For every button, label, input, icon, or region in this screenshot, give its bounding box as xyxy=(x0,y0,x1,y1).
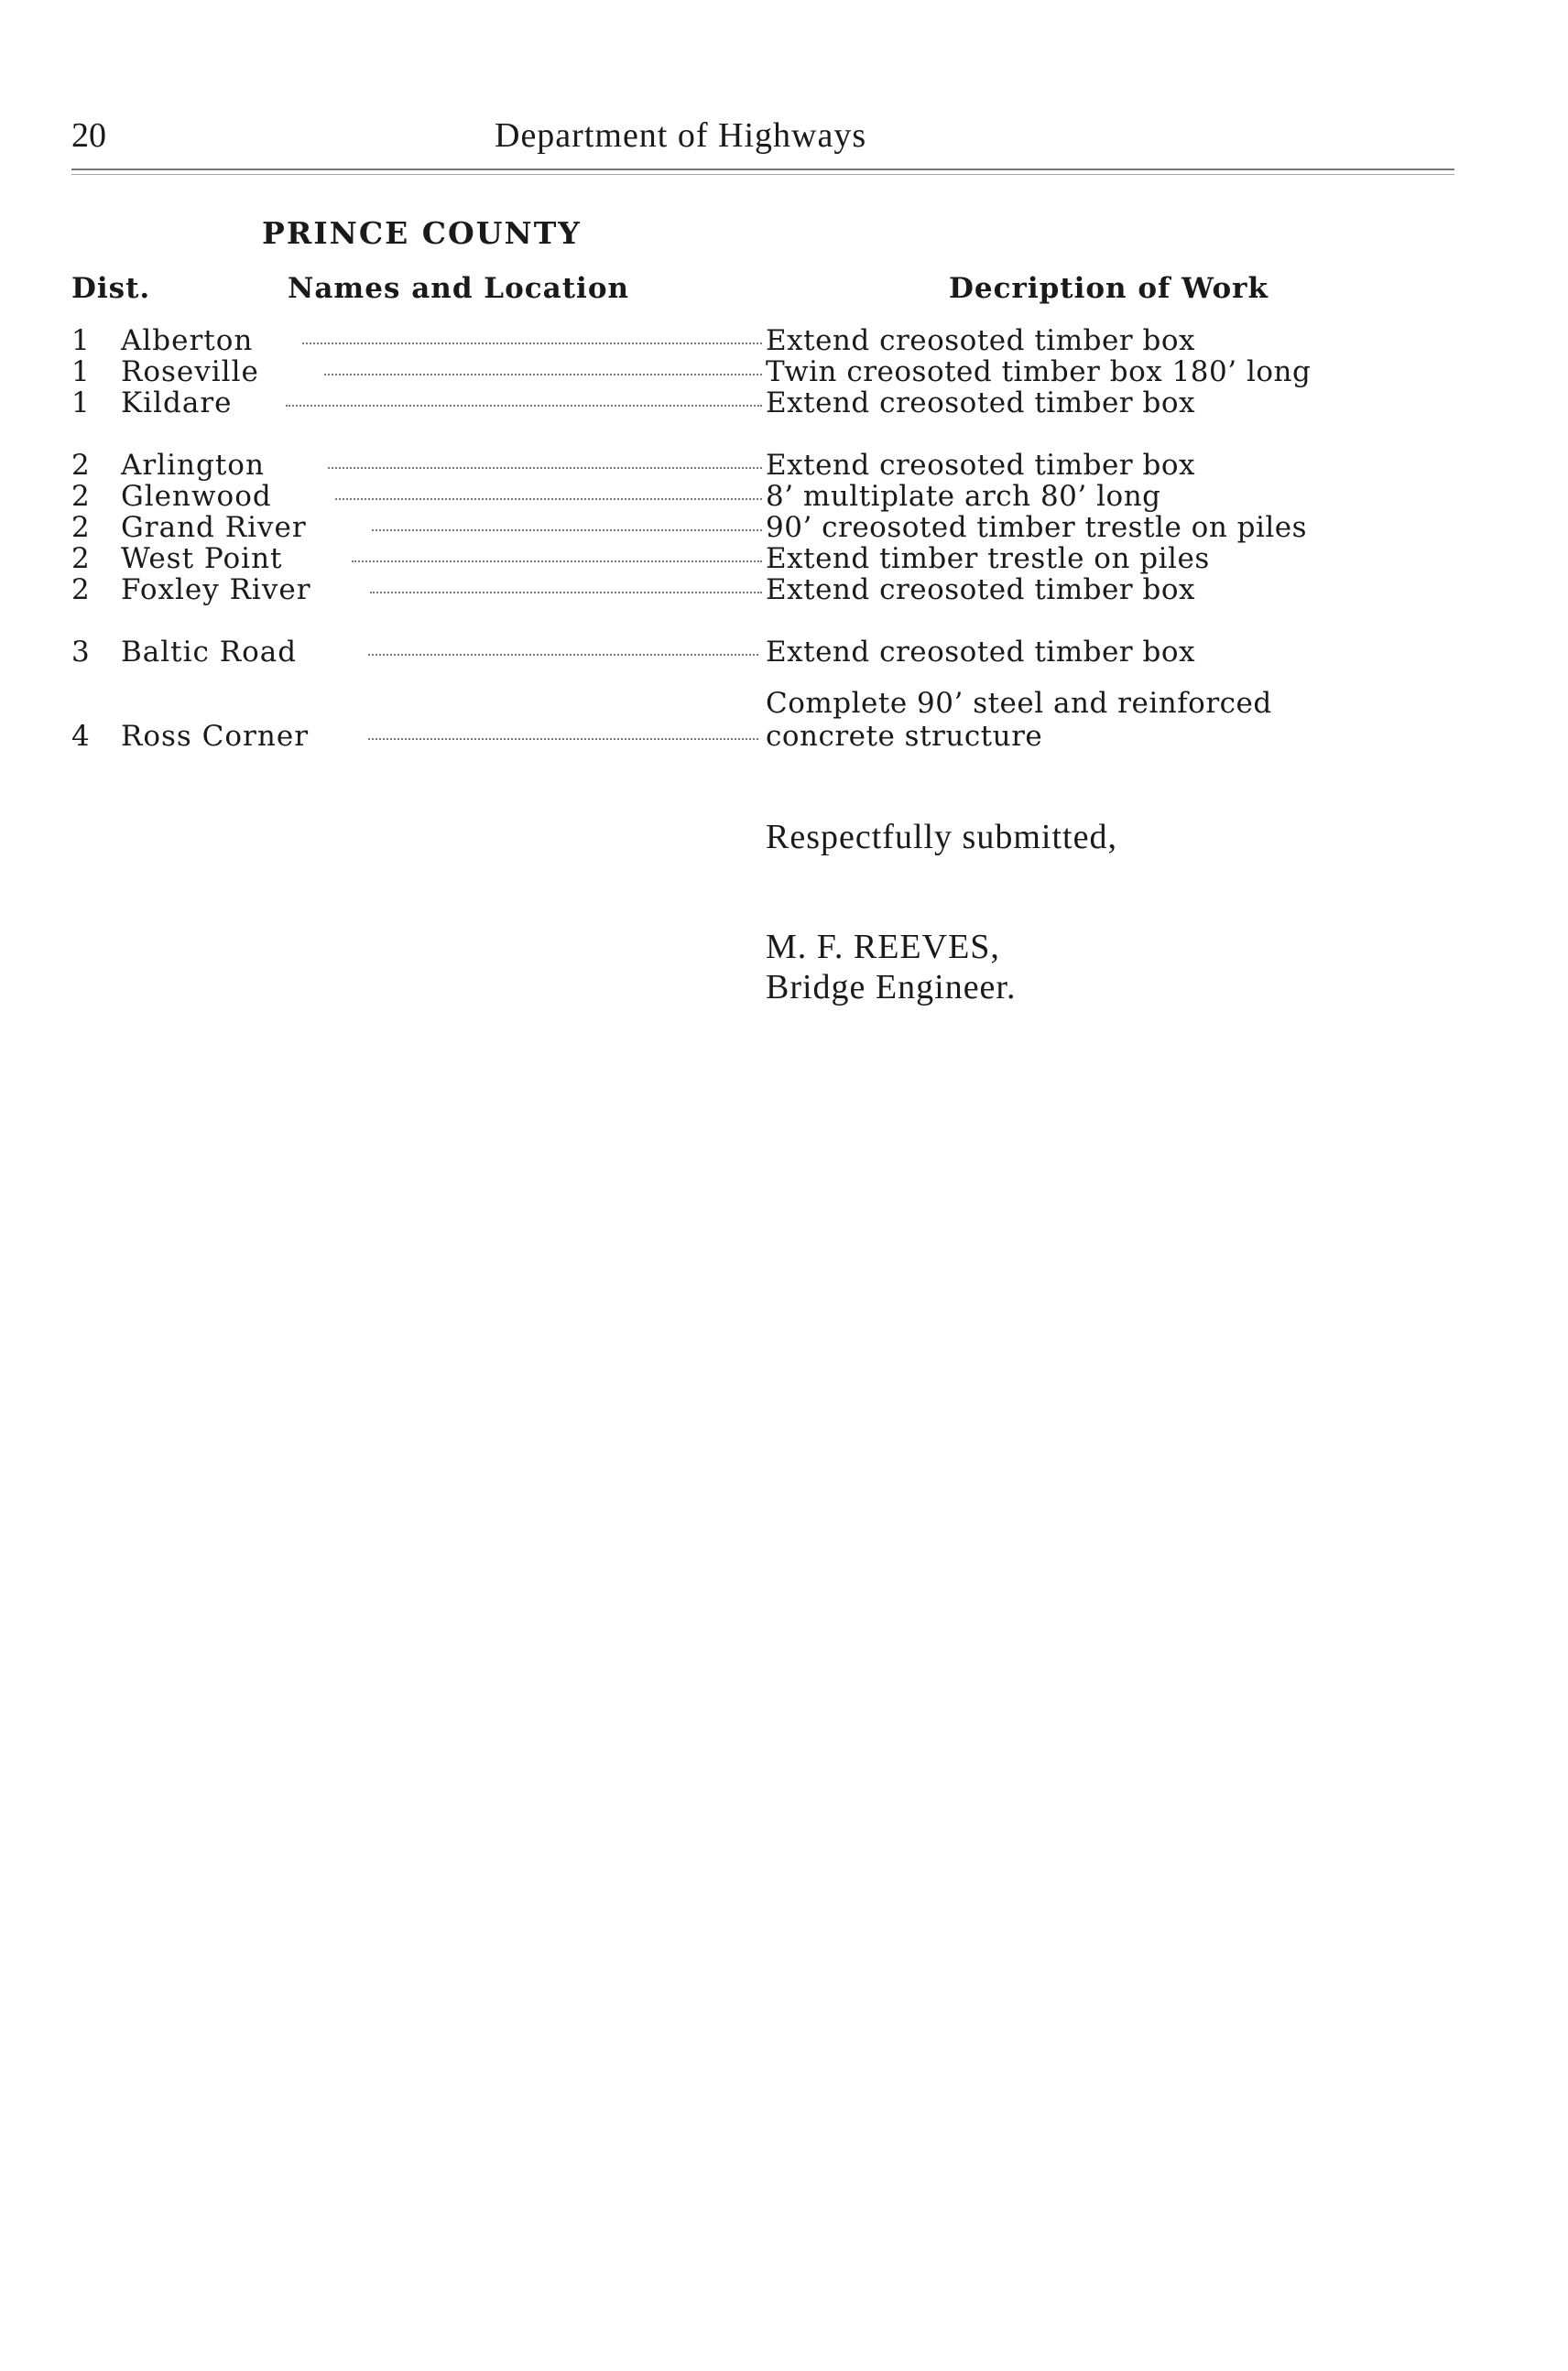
page-header xyxy=(71,108,1454,163)
table-row xyxy=(71,511,1372,544)
table-row xyxy=(71,386,1372,419)
table-row xyxy=(71,720,1372,753)
row-dist: 3 xyxy=(71,636,90,669)
row-dist: 2 xyxy=(71,573,90,606)
dot-leader xyxy=(302,343,762,344)
row-description: 90’ creosoted timber trestle on piles xyxy=(766,511,1308,544)
table-row xyxy=(71,449,1372,482)
row-name: Glenwood xyxy=(121,480,272,513)
table-row xyxy=(71,573,1372,606)
row-description: Extend timber trestle on piles xyxy=(766,542,1210,575)
dot-leader xyxy=(324,374,762,375)
table-row xyxy=(71,480,1372,513)
row-name: Grand River xyxy=(121,511,307,544)
row-description: 8’ multiplate arch 80’ long xyxy=(766,480,1161,513)
dot-leader xyxy=(372,529,762,531)
column-header-names: Names and Location xyxy=(288,272,630,305)
row-name: Baltic Road xyxy=(121,636,298,669)
row-name: Ross Corner xyxy=(121,720,310,753)
row-name: Arlington xyxy=(121,449,265,482)
page-number: 20 xyxy=(71,116,106,155)
header-rule-secondary xyxy=(71,174,1454,175)
column-header-dist: Dist. xyxy=(71,272,151,305)
row-name: Alberton xyxy=(121,324,254,357)
header-rule xyxy=(71,169,1454,170)
dot-leader xyxy=(368,654,758,656)
dot-leader xyxy=(352,560,762,562)
row-dist: 1 xyxy=(71,324,90,357)
county-title: PRINCE COUNTY xyxy=(262,215,582,251)
row-dist: 4 xyxy=(71,720,90,753)
closing-salutation: Respectfully submitted, xyxy=(766,818,1117,856)
row-dist: 2 xyxy=(71,480,90,513)
row-dist: 2 xyxy=(71,511,90,544)
table-row xyxy=(71,636,1372,669)
dot-leader xyxy=(286,405,762,407)
row-description: Extend creosoted timber box xyxy=(766,573,1195,606)
row-name: West Point xyxy=(121,542,283,575)
signatory-title: Bridge Engineer. xyxy=(766,968,1017,1006)
dot-leader xyxy=(368,738,758,740)
dot-leader xyxy=(335,498,762,500)
row-dist: 1 xyxy=(71,355,90,388)
row-description: Extend creosoted timber box xyxy=(766,449,1195,482)
dot-leader xyxy=(328,467,762,469)
table-row xyxy=(71,542,1372,575)
row-description: Twin creosoted timber box 180’ long xyxy=(766,355,1312,388)
row-description: Extend creosoted timber box xyxy=(766,386,1195,419)
column-header-description: Decription of Work xyxy=(949,272,1269,305)
row-name: Foxley River xyxy=(121,573,311,606)
row-description: Extend creosoted timber box xyxy=(766,636,1195,669)
row-name: Roseville xyxy=(121,355,259,388)
row-dist: 1 xyxy=(71,386,90,419)
table-row xyxy=(71,355,1372,388)
dot-leader xyxy=(370,592,762,593)
signatory-name: M. F. REEVES, xyxy=(766,928,1000,966)
row-name: Kildare xyxy=(121,386,233,419)
row-description-line1: Complete 90’ steel and reinforced xyxy=(766,687,1272,720)
row-description: concrete structure xyxy=(766,720,1043,753)
running-title: Department of Highways xyxy=(495,116,867,155)
table-row xyxy=(71,324,1372,357)
row-description: Extend creosoted timber box xyxy=(766,324,1195,357)
row-dist: 2 xyxy=(71,449,90,482)
row-dist: 2 xyxy=(71,542,90,575)
